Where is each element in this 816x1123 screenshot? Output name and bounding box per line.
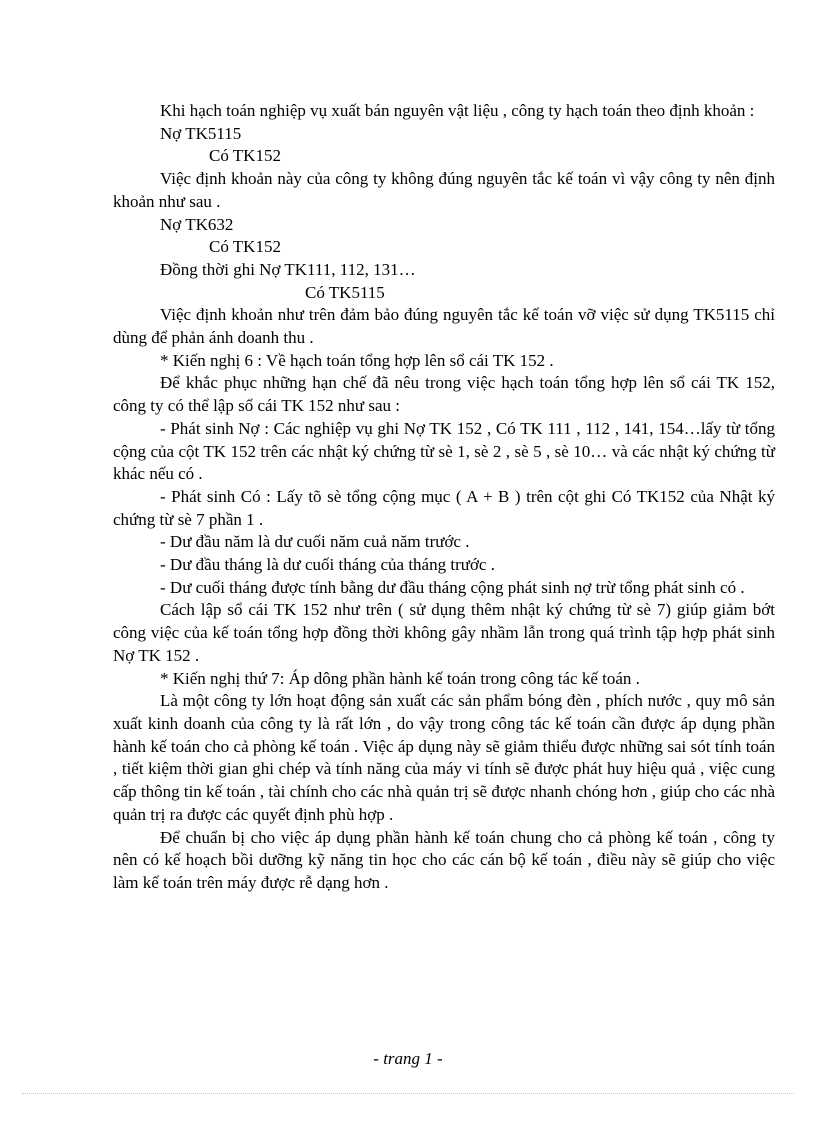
paragraph: Việc định khoản như trên đảm bảo đúng nguyên tắc kế toán vỡ việc sử dụng TK5115 chỉ dùng để phản ánh doanh thu .: [113, 305, 775, 348]
paragraph: Cách lập sổ cái TK 152 như trên ( sử dụng thêm nhật ký chứng từ sè 7) giúp giảm bớt công việc của kế toán tổng hợp đồng thời không gây nhầm lẫn trong quá trình tập hợp phát sinh Nợ TK 152 .: [113, 600, 775, 665]
paragraph: Nợ TK5115: [160, 123, 242, 143]
paragraph: Để chuẩn bị cho việc áp dụng phần hành kế toán chung cho cả phòng kế toán , công ty nên có kế hoạch bồi dưỡng kỹ năng tin học cho các cán bộ kế toán , điều này sẽ giúp cho việc làm kế toán trên máy được rễ dạng hơn .: [113, 827, 775, 892]
paragraph: - Dư đầu năm là dư cuối năm cuả năm trước .: [160, 532, 470, 552]
paragraph: - Dư cuối tháng được tính bằng dư đầu tháng cộng phát sinh nợ trừ tổng phát sinh có .: [160, 577, 745, 597]
paragraph: - Phát sinh Nợ : Các nghiệp vụ ghi Nợ TK 152 , Có TK 111 , 112 , 141, 154…lấy từ tổng cộng của cột TK 152 trên các nhật ký chứng từ sè 1, sè 2 , sè 5 , sè 10… và các nhật ký chứng từ khác nếu có .: [113, 418, 775, 484]
paragraph: Nợ TK632: [160, 214, 234, 234]
paragraph: - Dư đầu tháng là dư cuối tháng của tháng trước .: [160, 555, 495, 575]
paragraph: * Kiến nghị thứ 7: Áp dông phần hành kế toán trong công tác kế toán .: [160, 668, 640, 688]
paragraph: Là một công ty lớn hoạt động sản xuất các sản phẩm bóng đèn , phích nước , quy mô sản xuất kinh doanh của công ty là rất lớn , do vậy trong công tác kế toán cần được áp dụng phần hành kế toán cho cả phòng kế toán . Việc áp dụng này sẽ giảm thiểu được những sai sót tính toán , tiết kiệm thời gian ghi chép và tính năng của máy vi tính sẽ được phát huy hiệu quả , việc cung cấp thông tin kế toán , tài chính cho các nhà quản trị sẽ được nhanh chóng hơn , giúp cho các nhà quản trị ra được các quyết định phù hợp .: [113, 691, 775, 824]
paragraph: * Kiến nghị 6 : Về hạch toán tổng hợp lên sổ cái TK 152 .: [160, 350, 554, 370]
paragraph: Khi hạch toán nghiệp vụ xuất bán nguyên vật liệu , công ty hạch toán theo định khoản :: [160, 101, 755, 120]
paragraph: Để khắc phục những hạn chế đã nêu trong việc hạch toán tổng hợp lên sổ cái TK 152, công ty có thể lập sổ cái TK 152 như sau :: [113, 373, 775, 416]
paragraph: Có TK152: [209, 237, 281, 257]
paragraph: - Phát sinh Có : Lấy tõ sè tổng cộng mục ( A + B ) trên cột ghi Có TK152 của Nhật ký chứng từ sè 7 phần 1 .: [113, 486, 775, 529]
page-bottom-divider: [22, 1093, 794, 1094]
paragraph: Việc định khoản này của công ty không đúng nguyên tắc kế toán vì vậy công ty nên định khoản như sau .: [113, 169, 775, 211]
paragraph: Có TK152: [209, 146, 281, 166]
paragraph: Đồng thời ghi Nợ TK111, 112, 131…: [160, 259, 416, 279]
paragraph: Có TK5115: [305, 282, 385, 302]
body-text: [113, 100, 775, 895]
page-number: - trang 1 -: [373, 1049, 443, 1068]
